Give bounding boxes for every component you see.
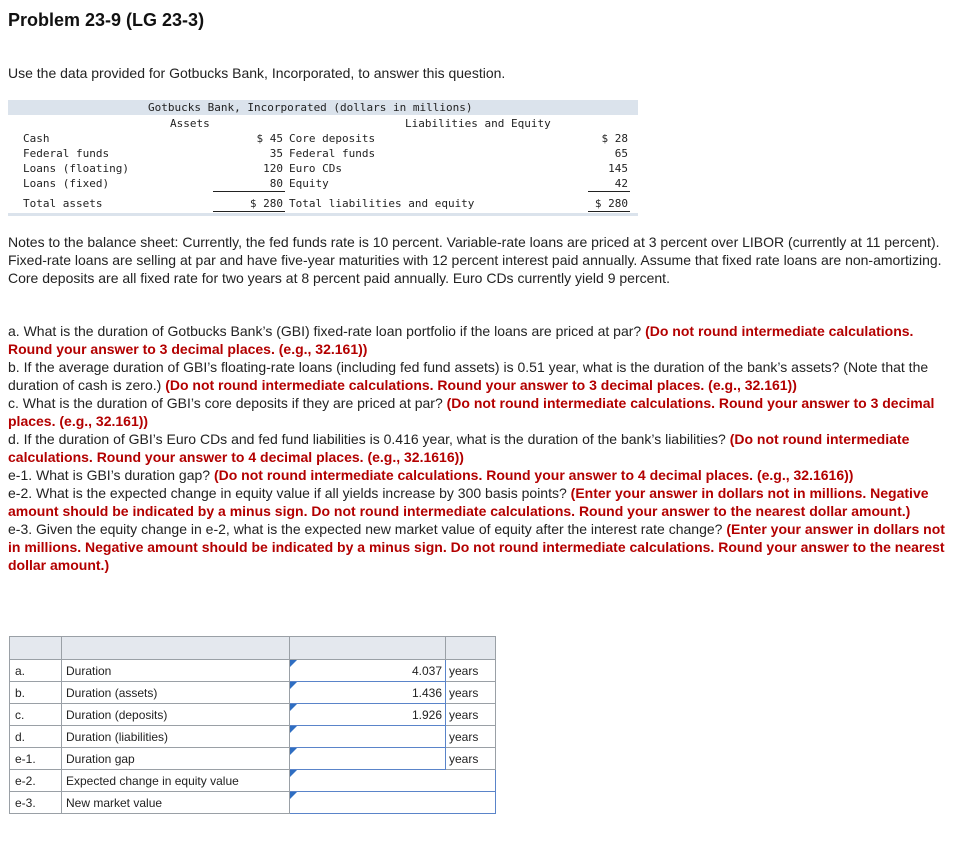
input-marker-icon xyxy=(290,660,297,667)
answer-description: Duration (assets) xyxy=(62,682,290,704)
answer-unit: years xyxy=(446,660,496,682)
answer-description: Expected change in equity value xyxy=(62,770,290,792)
input-marker-icon xyxy=(290,792,297,799)
asset-amount: $ 45 xyxy=(256,132,283,145)
answer-description: Duration xyxy=(62,660,290,682)
answer-row xyxy=(10,660,496,682)
answer-row xyxy=(10,704,496,726)
answer-row xyxy=(10,682,496,704)
answer-description: Duration gap xyxy=(62,748,290,770)
answer-input-a[interactable]: 4.037 xyxy=(290,660,446,682)
question-c: c. What is the duration of GBI’s core deposits if they are priced at par? (Do not round intermediate calculations. Round your answer to 3 decimal places. (e.g., 32.161)) xyxy=(8,395,935,429)
intro-text: Use the data provided for Gotbucks Bank, Incorporated, to answer this question. xyxy=(8,65,506,81)
answer-table xyxy=(9,636,496,814)
asset-amount: 120 xyxy=(263,162,283,175)
answer-input-e1[interactable] xyxy=(290,748,446,770)
answer-table-header xyxy=(10,637,496,660)
liability-amount: 145 xyxy=(608,162,628,175)
total-rule xyxy=(588,211,630,212)
liability-name: Core deposits xyxy=(289,132,376,145)
liability-amount: $ 28 xyxy=(601,132,628,145)
asset-name: Loans (floating) xyxy=(23,162,129,175)
answer-label: c. xyxy=(10,704,62,726)
subtotal-rule xyxy=(213,191,285,192)
liability-amount: 65 xyxy=(614,147,628,160)
answer-row xyxy=(10,748,496,770)
balance-sheet-header xyxy=(8,100,638,115)
answer-description: Duration (deposits) xyxy=(62,704,290,726)
input-marker-icon xyxy=(290,748,297,755)
answer-input-c[interactable]: 1.926 xyxy=(290,704,446,726)
question-e1: e-1. What is GBI’s duration gap? (Do not round intermediate calculations. Round your answer to 4 decimal places. (e.g., 32.1616)) xyxy=(8,467,854,483)
total-row xyxy=(8,197,638,212)
answer-unit: years xyxy=(446,682,496,704)
answer-row xyxy=(10,792,496,814)
answer-label: a. xyxy=(10,660,62,682)
answer-input-b[interactable]: 1.436 xyxy=(290,682,446,704)
answer-label: e-1. xyxy=(10,748,62,770)
input-marker-icon xyxy=(290,682,297,689)
liability-name: Federal funds xyxy=(289,147,376,160)
liabilities-header: Liabilities and Equity xyxy=(405,117,551,130)
answer-label: b. xyxy=(10,682,62,704)
question-e2: e-2. What is the expected change in equity value if all yields increase by 300 basis points? (Enter your answer in dollars not in millions. Negative amount should be indicated by a minus sign. Do not round intermediate calculations. Round your answer to the nearest dollar amount.) xyxy=(8,485,929,519)
answer-input-e2[interactable] xyxy=(290,770,496,792)
answer-unit: years xyxy=(446,726,496,748)
answer-label: d. xyxy=(10,726,62,748)
answer-label: e-2. xyxy=(10,770,62,792)
question-d: d. If the duration of GBI’s Euro CDs and fed fund liabilities is 0.416 year, what is the duration of the bank’s liabilities? (Do not round intermediate calculations. Round your answer to 4 decimal places. (e.g., 32.1616)) xyxy=(8,431,910,465)
answer-description: New market value xyxy=(62,792,290,814)
assets-header: Assets xyxy=(170,117,210,130)
asset-amount: 80 xyxy=(269,177,283,190)
balance-sheet-title: Gotbucks Bank, Incorporated (dollars in millions) xyxy=(148,101,473,114)
total-liabilities-label: Total liabilities and equity xyxy=(289,197,475,210)
question-a: a. What is the duration of Gotbucks Bank’s (GBI) fixed-rate loan portfolio if the loans are priced at par? (Do not round intermediate calculations. Round your answer to 3 decimal places. (e.g., 32.161)) xyxy=(8,323,914,357)
subtotal-rule xyxy=(588,191,630,192)
input-marker-icon xyxy=(290,726,297,733)
asset-amount: 35 xyxy=(269,147,283,160)
input-marker-icon xyxy=(290,770,297,777)
answer-input-e3[interactable] xyxy=(290,792,496,814)
total-liabilities-amount: $ 280 xyxy=(594,197,628,210)
balance-row xyxy=(8,162,638,177)
answer-description: Duration (liabilities) xyxy=(62,726,290,748)
balance-row xyxy=(8,177,638,192)
total-rule xyxy=(213,211,285,212)
answer-label: e-3. xyxy=(10,792,62,814)
asset-name: Loans (fixed) xyxy=(23,177,110,190)
balance-row xyxy=(8,147,638,162)
liability-name: Equity xyxy=(289,177,329,190)
asset-name: Cash xyxy=(23,132,50,145)
liability-amount: 42 xyxy=(614,177,628,190)
liability-name: Euro CDs xyxy=(289,162,342,175)
answer-row xyxy=(10,770,496,792)
input-marker-icon xyxy=(290,704,297,711)
balance-row xyxy=(8,132,638,147)
balance-sheet-notes: Notes to the balance sheet: Currently, the fed funds rate is 10 percent. Variable-rate loans are priced at 3 percent over LIBOR (currently at 11 percent). Fixed-rate loans are selling at par and have five-year maturities with 12 percent interest paid annually. Assume that fixed rate loans are non-amortizing. Core deposits are all fixed rate for two years at 8 percent paid annually. Euro CDs currently yield 9 percent. xyxy=(8,234,942,286)
question-e3: e-3. Given the equity change in e-2, what is the expected new market value of equity after the interest rate change? (Enter your answer in dollars not in millions. Negative amount should be indicated by a minus sign. Do not round intermediate calculations. Round your answer to the nearest dollar amount.) xyxy=(8,521,945,573)
answer-input-d[interactable] xyxy=(290,726,446,748)
total-assets-amount: $ 280 xyxy=(249,197,283,210)
questions xyxy=(8,322,953,574)
answer-unit: years xyxy=(446,748,496,770)
question-b: b. If the average duration of GBI’s floating-rate loans (including fed fund assets) is 0.51 year, what is the duration of the bank’s assets? (Note that the duration of cash is zero.) (Do not round intermediate calculations. Round your answer to 3 decimal places. (e.g., 32.161)) xyxy=(8,359,929,393)
answer-row xyxy=(10,726,496,748)
balance-sheet-footer-band xyxy=(8,213,638,216)
answer-unit: years xyxy=(446,704,496,726)
page-title: Problem 23-9 (LG 23-3) xyxy=(8,10,205,30)
total-assets-label: Total assets xyxy=(23,197,103,210)
asset-name: Federal funds xyxy=(23,147,110,160)
